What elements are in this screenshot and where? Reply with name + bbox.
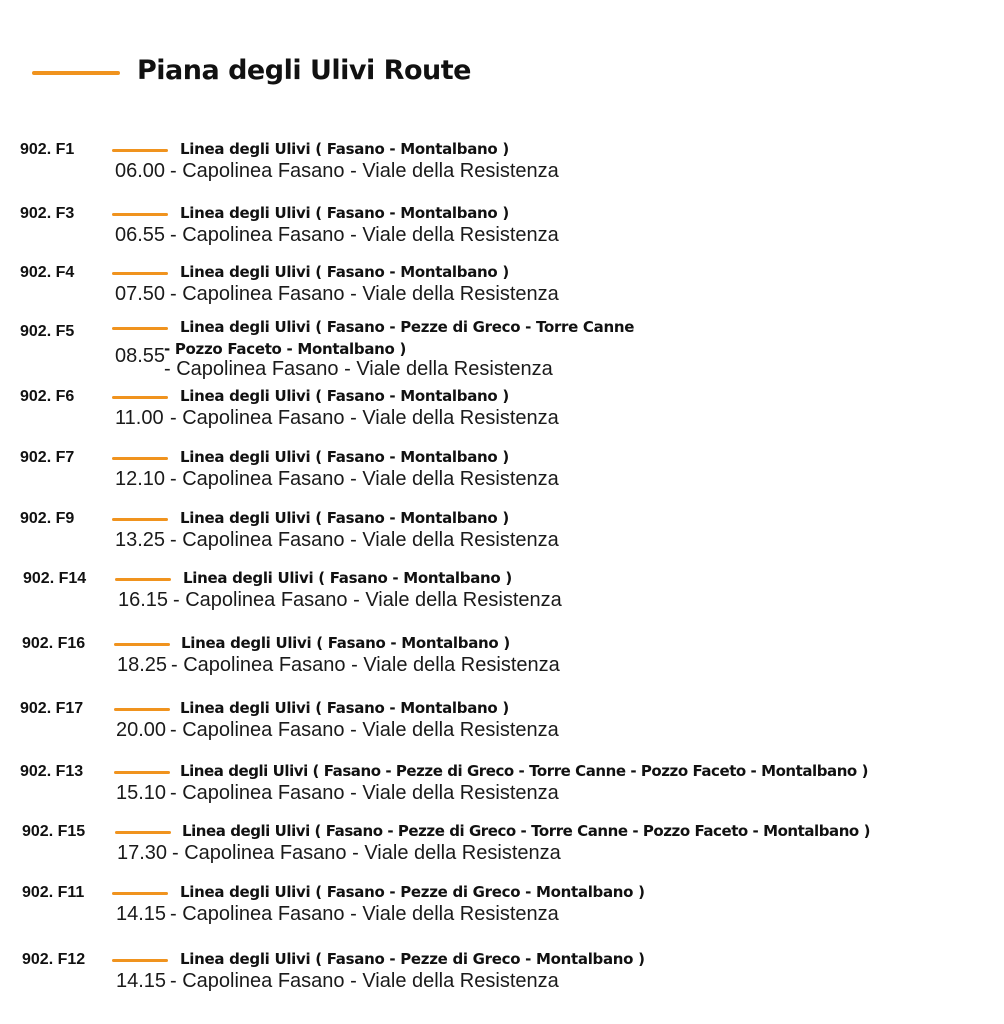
schedule-entry	[0, 951, 1004, 991]
line-code: 902. F3	[20, 205, 75, 222]
schedule-entry	[0, 510, 1004, 550]
schedule-entry	[0, 635, 1004, 675]
departure-stop: - Capolinea Fasano - Viale della Resistenza	[170, 407, 559, 429]
departure-time: 20.00	[116, 719, 167, 741]
departure-stop: - Capolinea Fasano - Viale della Resistenza	[170, 903, 559, 925]
schedule-entry	[0, 388, 1004, 428]
departure-stop: - Capolinea Fasano - Viale della Resistenza	[170, 970, 559, 992]
departure-time: 16.15	[118, 589, 169, 611]
line-code: 902. F4	[20, 264, 75, 281]
line-code: 902. F14	[23, 570, 87, 587]
line-code: 902. F11	[22, 884, 85, 901]
departure-stop: - Capolinea Fasano - Viale della Resistenza	[171, 654, 560, 676]
line-code: 902. F12	[22, 951, 86, 968]
departure-stop: - Capolinea Fasano - Viale della Resistenza	[170, 529, 559, 551]
route-line-marker	[112, 457, 168, 460]
departure-time: 14.15	[116, 970, 167, 992]
schedule-entry	[0, 318, 1004, 381]
departure-stop: - Capolinea Fasano - Viale della Resistenza	[170, 160, 559, 182]
title-line-marker	[32, 71, 120, 75]
line-code: 902. F7	[20, 449, 75, 466]
departure-time: 13.25	[115, 529, 166, 551]
schedule-entry	[0, 763, 1004, 803]
route-line-marker	[112, 327, 168, 330]
route-line-marker	[115, 831, 171, 834]
line-code: 902. F9	[20, 510, 75, 527]
schedule-entry	[0, 141, 1004, 181]
departure-time: 18.25	[117, 654, 168, 676]
route-line-marker	[112, 892, 168, 895]
departure-time: 06.00	[115, 160, 166, 182]
route-line-marker	[112, 213, 168, 216]
departure-time: 07.50	[115, 283, 166, 305]
schedule-entry	[0, 449, 1004, 489]
departure-stop: - Capolinea Fasano - Viale della Resistenza	[170, 224, 559, 246]
route-line-marker	[114, 708, 170, 711]
departure-time: 11.00	[115, 407, 164, 429]
departure-stop: - Capolinea Fasano - Viale della Resistenza	[170, 283, 559, 305]
schedule-entry	[0, 570, 1004, 610]
departure-stop: - Capolinea Fasano - Viale della Resistenza	[172, 842, 561, 864]
route-line-marker	[114, 643, 170, 646]
route-name: Linea degli Ulivi ( Fasano - Pezze di Greco - Torre Canne - Pozzo Faceto - Montalbano )	[182, 822, 870, 840]
route-name: Linea degli Ulivi ( Fasano - Montalbano )	[181, 634, 510, 652]
departure-stop: - Capolinea Fasano - Viale della Resistenza	[170, 719, 559, 741]
route-name: Linea degli Ulivi ( Fasano - Montalbano )	[180, 204, 509, 222]
departure-stop: - Capolinea Fasano - Viale della Resistenza	[170, 468, 559, 490]
route-line-marker	[112, 396, 168, 399]
schedule-entry	[0, 823, 1004, 863]
route-line-marker	[112, 272, 168, 275]
route-line-marker	[114, 771, 170, 774]
route-name: Linea degli Ulivi ( Fasano - Montalbano )	[180, 387, 509, 405]
departure-stop: - Capolinea Fasano - Viale della Resistenza	[173, 589, 562, 611]
route-line-marker	[112, 959, 168, 962]
departure-time: 14.15	[116, 903, 167, 925]
route-line-marker	[112, 518, 168, 521]
line-code: 902. F15	[22, 823, 86, 840]
line-code: 902. F6	[20, 388, 75, 405]
route-name: Linea degli Ulivi ( Fasano - Montalbano )	[180, 699, 509, 717]
departure-time: 17.30	[117, 842, 168, 864]
route-name: Linea degli Ulivi ( Fasano - Pezze di Greco - Montalbano )	[180, 883, 645, 901]
route-name: Linea degli Ulivi ( Fasano - Pezze di Greco - Torre Canne	[180, 318, 635, 336]
schedule-entry	[0, 264, 1004, 304]
route-name: Linea degli Ulivi ( Fasano - Montalbano )	[180, 263, 509, 281]
schedule-entry	[0, 205, 1004, 245]
departure-time: 12.10	[115, 468, 166, 490]
schedule-entry	[0, 700, 1004, 740]
route-name: Linea degli Ulivi ( Fasano - Montalbano )	[183, 569, 512, 587]
route-line-marker	[112, 149, 168, 152]
line-code: 902. F13	[20, 763, 84, 780]
route-name: Linea degli Ulivi ( Fasano - Montalbano )	[180, 140, 509, 158]
route-line-marker	[115, 578, 171, 581]
departure-time: 15.10	[116, 782, 167, 804]
line-code: 902. F16	[22, 635, 86, 652]
route-name: Linea degli Ulivi ( Fasano - Pezze di Greco - Torre Canne - Pozzo Faceto - Montalbano )	[180, 762, 868, 780]
page-title: Piana degli Ulivi Route	[137, 55, 471, 86]
schedule-entry	[0, 884, 1004, 924]
line-code: 902. F5	[20, 323, 75, 340]
departure-time: 06.55	[115, 224, 166, 246]
departure-stop: - Capolinea Fasano - Viale della Resistenza	[164, 358, 553, 380]
route-name-continued: - Pozzo Faceto - Montalbano )	[164, 340, 407, 358]
departure-stop: - Capolinea Fasano - Viale della Resistenza	[170, 782, 559, 804]
route-name: Linea degli Ulivi ( Fasano - Montalbano )	[180, 509, 509, 527]
line-code: 902. F1	[20, 141, 75, 158]
route-name: Linea degli Ulivi ( Fasano - Pezze di Greco - Montalbano )	[180, 950, 645, 968]
line-code: 902. F17	[20, 700, 84, 717]
route-name: Linea degli Ulivi ( Fasano - Montalbano )	[180, 448, 509, 466]
departure-time: 08.55	[115, 345, 166, 367]
